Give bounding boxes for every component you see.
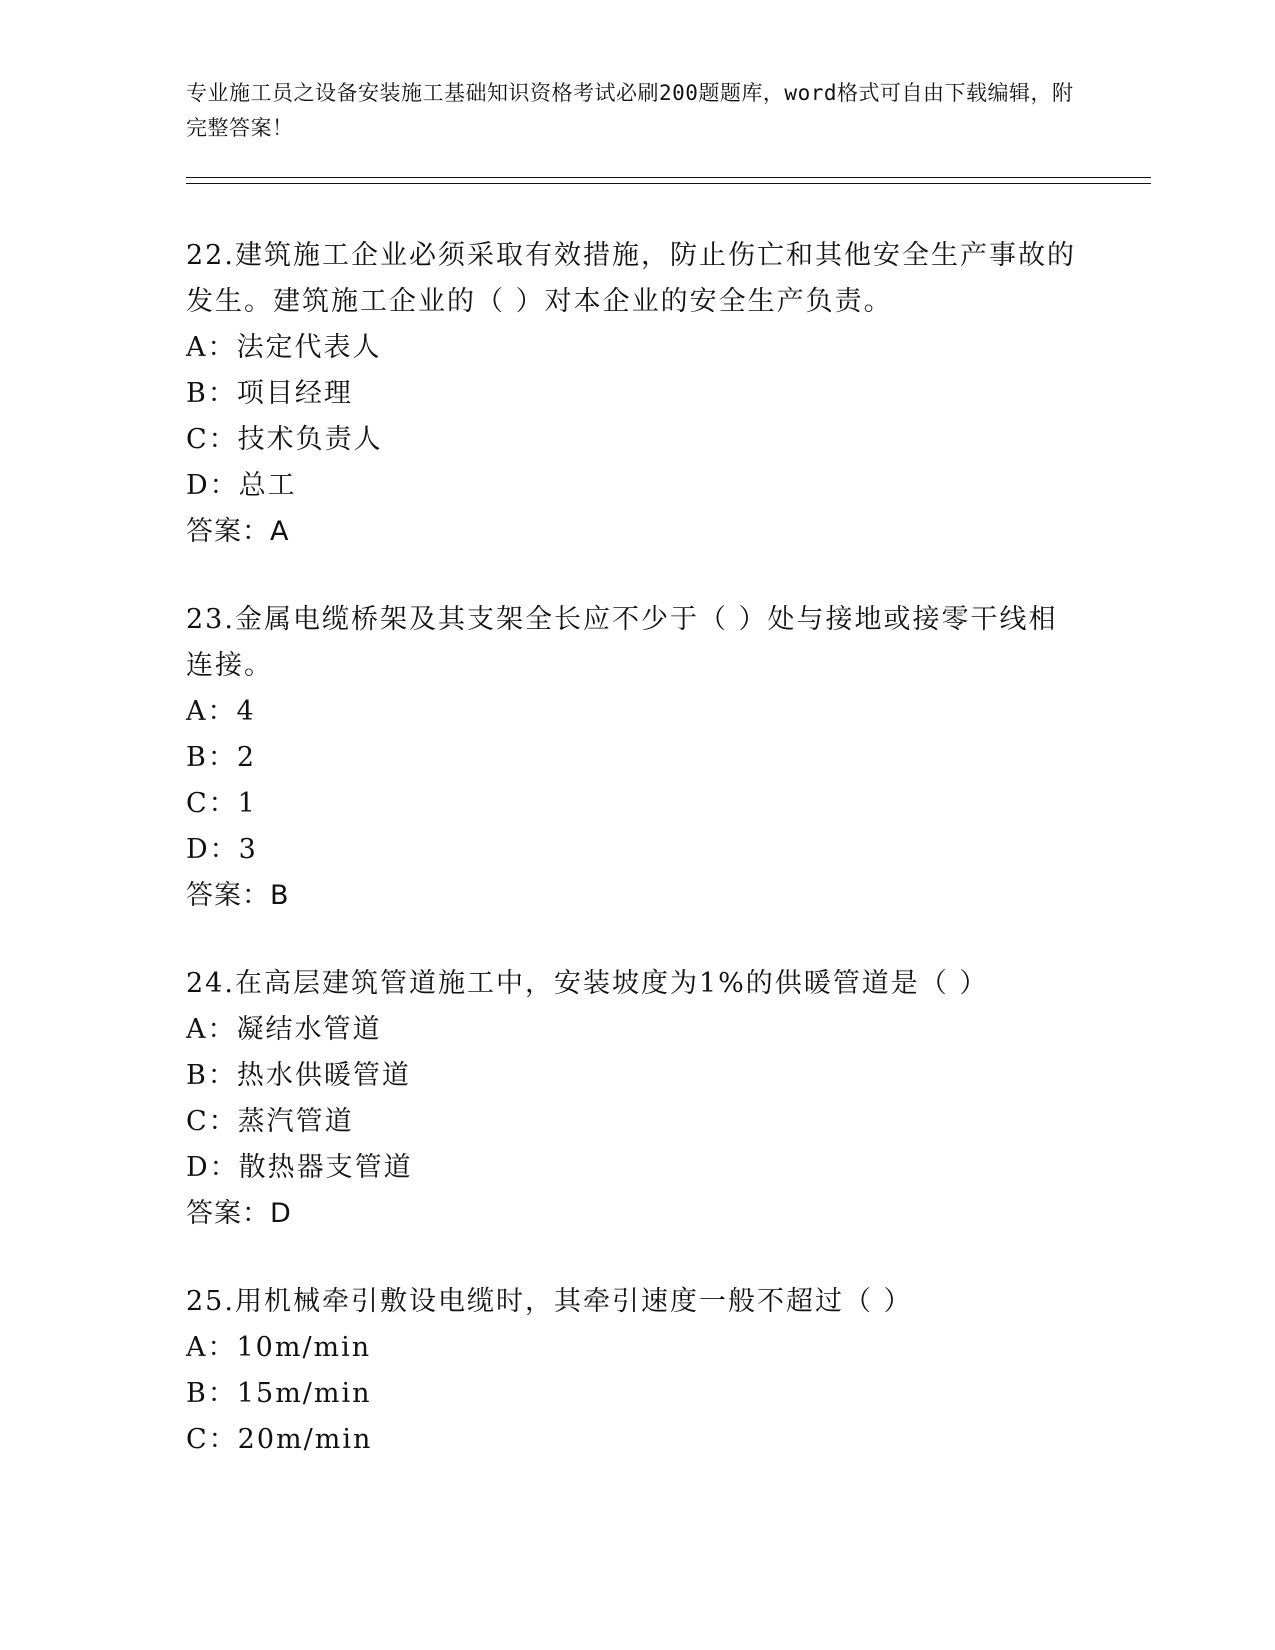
option-b: B：15m/min — [186, 1378, 372, 1409]
answer-line: 答案：D — [186, 1198, 292, 1229]
option-c: C：1 — [186, 788, 257, 819]
question-22 — [186, 233, 1086, 555]
option-d: D：散热器支管道 — [186, 1152, 413, 1183]
option-c: C：蒸汽管道 — [186, 1106, 354, 1137]
option-a: A：凝结水管道 — [186, 1014, 382, 1045]
option-c: C：技术负责人 — [186, 424, 383, 455]
question-24 — [186, 961, 1086, 1237]
option-b: B：项目经理 — [186, 378, 353, 409]
question-text: 25.用机械牵引敷设电缆时，其牵引速度一般不超过（ ） — [186, 1286, 913, 1317]
option-a: A：10m/min — [186, 1332, 372, 1363]
header-divider-top — [186, 177, 1151, 178]
header-divider-bottom — [186, 183, 1151, 184]
option-b: B：2 — [186, 742, 257, 773]
answer-line: 答案：A — [186, 516, 290, 547]
question-23 — [186, 597, 1086, 919]
option-d: D：总工 — [186, 470, 297, 501]
option-a: A：4 — [186, 696, 256, 727]
option-b: B：热水供暖管道 — [186, 1060, 411, 1091]
document-header: 专业施工员之设备安装施工基础知识资格考试必刷200题题库，word格式可自由下载编辑，附完整答案！ — [186, 81, 1074, 140]
question-text: 24.在高层建筑管道施工中，安装坡度为1%的供暖管道是（ ） — [186, 968, 989, 999]
question-text: 22.建筑施工企业必须采取有效措施，防止伤亡和其他安全生产事故的发生。建筑施工企业的（ ）对本企业的安全生产负责。 — [186, 240, 1076, 317]
option-a: A：法定代表人 — [186, 332, 382, 363]
question-25 — [186, 1279, 1086, 1463]
answer-line: 答案：B — [186, 880, 290, 911]
option-d: D：3 — [186, 834, 258, 865]
question-text: 23.金属电缆桥架及其支架全长应不少于（ ）处与接地或接零干线相连接。 — [186, 604, 1058, 681]
option-c: C：20m/min — [186, 1424, 373, 1455]
